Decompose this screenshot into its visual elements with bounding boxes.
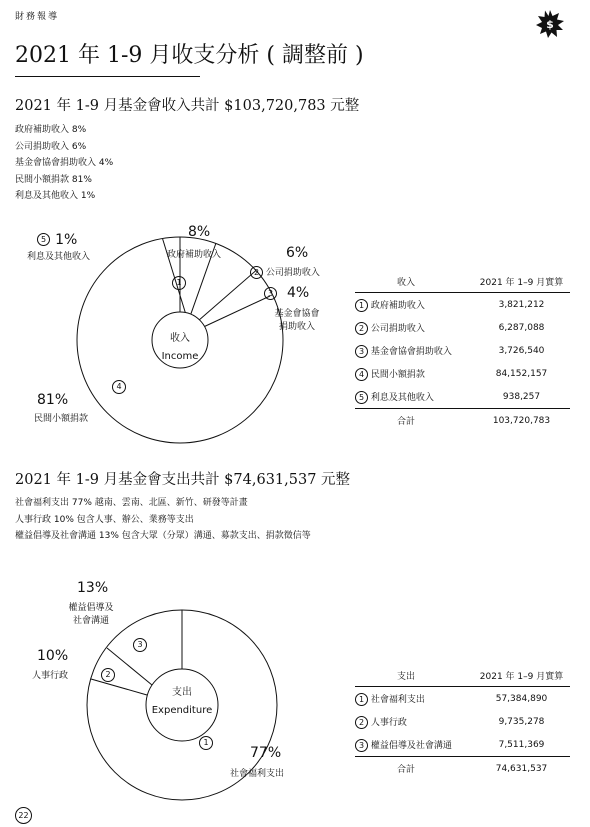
slice-label: [56, 600, 126, 626]
income-center-en: Income: [161, 351, 199, 362]
slice-label-line: 社會溝通: [72, 616, 109, 626]
table-header-col1: 收入: [355, 270, 473, 293]
row-value: 57,384,890: [495, 693, 548, 704]
slice-marker-1: 1: [199, 736, 213, 750]
slice-pct: 8%: [188, 224, 211, 240]
slice-divider: [107, 648, 152, 685]
table-header: [355, 664, 570, 687]
slice-label-line: 捐助收入: [278, 322, 315, 332]
table-header-col1: 支出: [355, 664, 473, 687]
expense-heading: 2021 年 1-9 月基金會支出共計 $74,631,537 元整: [15, 472, 351, 488]
number-marker: 1: [355, 693, 368, 706]
slice-label-5: [37, 229, 77, 248]
slice-pct: 10%: [37, 648, 69, 664]
slice-marker-1: 1: [172, 276, 186, 290]
total-value: 74,631,537: [473, 757, 570, 781]
row-name: 基金會協會捐助收入: [370, 346, 452, 357]
expense-description: [15, 495, 311, 545]
slice-label-text: 公司捐助收入: [265, 268, 320, 278]
total-value: 103,720,783: [473, 409, 570, 433]
slice-pct: 6%: [286, 245, 309, 261]
row-value: 3,821,212: [498, 299, 545, 310]
row-name: 人事行政: [370, 717, 407, 728]
total-label: 合計: [355, 757, 473, 781]
income-center-zh: 收入: [170, 333, 190, 344]
slice-pct: 4%: [287, 285, 310, 301]
table-row: [355, 733, 570, 757]
slice-marker-2: 2: [101, 668, 115, 682]
expense-center-label: [142, 684, 222, 720]
row-value: 9,735,278: [498, 716, 545, 727]
total-label: 合計: [355, 409, 473, 433]
number-marker: 1: [355, 299, 368, 312]
table-header: [355, 270, 570, 293]
row-name: 民間小額捐款: [370, 369, 425, 380]
expense-center-en: Expenditure: [151, 705, 213, 716]
number-marker: 3: [355, 345, 368, 358]
table-row: [355, 687, 570, 711]
table-row: [355, 385, 570, 409]
title-divider: [15, 76, 200, 77]
row-value: 3,726,540: [498, 345, 545, 356]
number-marker: 5: [355, 391, 368, 404]
row-value: 938,257: [502, 391, 541, 402]
slice-label: 社會福利支出: [230, 769, 285, 779]
table-row: [355, 339, 570, 362]
page-number: 22: [15, 807, 32, 824]
income-center-label: [140, 330, 220, 366]
expense-center-zh: 支出: [172, 687, 192, 698]
slice-pct: 1%: [55, 232, 78, 248]
expense-line: 人事行政 10% 包含人事、辦公、業務等支出: [15, 514, 194, 525]
slice-label: 利息及其他收入: [27, 252, 91, 262]
row-name: 政府補助收入: [370, 300, 425, 311]
row-value: 84,152,157: [495, 368, 548, 379]
row-name: 利息及其他收入: [370, 392, 434, 403]
slice-label: 政府補助收入: [167, 250, 222, 260]
slice-divider: [91, 679, 147, 695]
income-heading: 2021 年 1-9 月基金會收入共計 $103,720,783 元整: [15, 98, 360, 114]
income-line: 政府補助收入 8%: [15, 125, 87, 135]
slice-pct: 81%: [37, 392, 69, 408]
number-marker: 3: [264, 287, 277, 300]
table-total-row: [355, 757, 570, 781]
slice-label-line: 權益倡導及: [68, 603, 114, 613]
slice-marker-4: 4: [112, 380, 126, 394]
dollar-badge-icon: [536, 10, 564, 38]
slice-label: [262, 306, 332, 332]
table-row: [355, 710, 570, 733]
income-line: 民間小額捐款 81%: [15, 174, 92, 185]
income-table: [355, 270, 570, 432]
slice-divider: [199, 271, 256, 320]
slice-label: 人事行政: [32, 671, 69, 681]
page-title: 2021 年 1-9 月收支分析 ( 調整前 ): [15, 43, 364, 68]
number-marker: 2: [250, 266, 263, 279]
number-marker: 3: [355, 739, 368, 752]
section-label: 財務報導: [15, 12, 60, 22]
table-row: [355, 293, 570, 317]
number-marker: 2: [355, 716, 368, 729]
slice-pct: 77%: [250, 745, 282, 761]
slice-label: [250, 265, 320, 279]
slice-label-line: 基金會協會: [274, 309, 320, 319]
income-line: 利息及其他收入 1%: [15, 191, 96, 201]
number-marker: 4: [355, 368, 368, 381]
slice-pct: 13%: [77, 580, 109, 596]
table-header-col2: 2021 年 1–9 月實算: [473, 664, 570, 687]
slice-marker-3: 3: [133, 638, 147, 652]
expense-line: 社會福利支出 77% 越南、雲南、北區、新竹、研發等計畫: [15, 498, 248, 508]
row-name: 權益倡導及社會溝通: [370, 740, 452, 751]
row-value: 7,511,369: [498, 739, 545, 750]
slice-label: [264, 287, 277, 300]
slice-label: 民間小額捐款: [34, 414, 89, 424]
table-header-col2: 2021 年 1–9 月實算: [473, 270, 570, 293]
table-total-row: [355, 409, 570, 433]
row-name: 社會福利支出: [370, 694, 425, 705]
row-name: 公司捐助收入: [370, 323, 425, 334]
expense-table: [355, 664, 570, 780]
table-row: [355, 362, 570, 385]
number-marker: 2: [355, 322, 368, 335]
income-description: [15, 122, 113, 205]
number-marker: 5: [37, 233, 50, 246]
table-row: [355, 316, 570, 339]
svg-text:$: $: [546, 18, 554, 31]
expense-line: 權益倡導及社會溝通 13% 包含大眾（分眾）溝通、募款支出、捐款徵信等: [15, 531, 311, 541]
slice-divider: [205, 296, 271, 327]
row-value: 6,287,088: [498, 322, 545, 333]
income-line: 基金會協會捐助收入 4%: [15, 158, 114, 168]
income-line: 公司捐助收入 6%: [15, 141, 87, 152]
